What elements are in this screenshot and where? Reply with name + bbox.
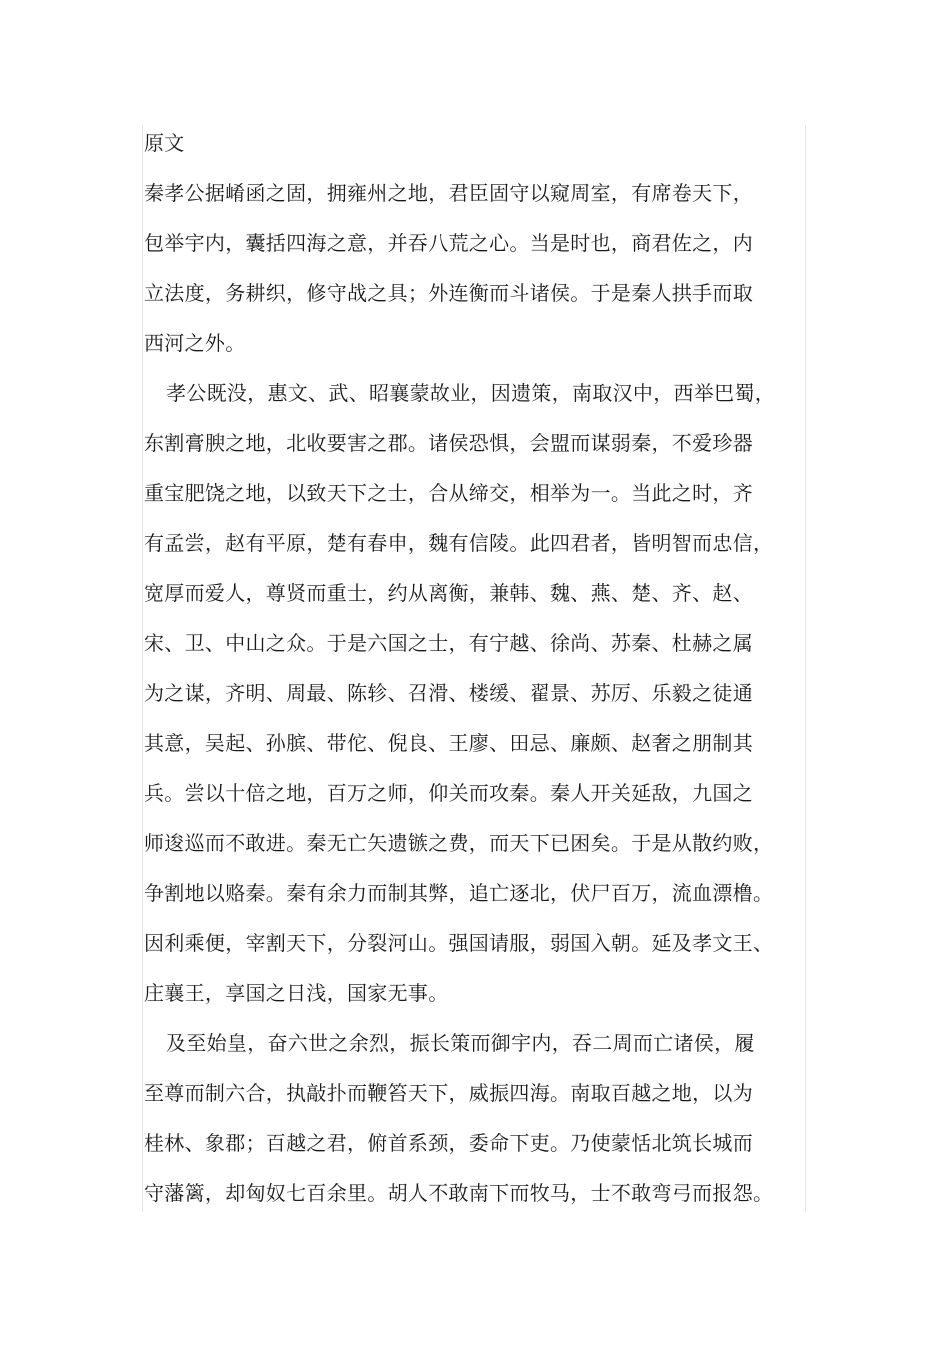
- text-line: 包举宇内，囊括四海之意，并吞八荒之心。当是时也，商君佐之，内: [144, 231, 753, 255]
- text-line: 其意，吴起、孙膑、带佗、倪良、王廖、田忌、廉颇、赵奢之朋制其: [144, 731, 753, 755]
- text-line: 为之谋，齐明、周最、陈轸、召滑、楼缓、翟景、苏厉、乐毅之徒通: [144, 681, 753, 705]
- text-line: 桂林、象郡；百越之君，俯首系颈，委命下吏。乃使蒙恬北筑长城而: [144, 1131, 753, 1155]
- text-line: 因利乘便，宰割天下，分裂河山。强国请服，弱国入朝。延及孝文王、: [144, 931, 774, 955]
- text-line: 宋、卫、中山之众。于是六国之士，有宁越、徐尚、苏秦、杜赫之属: [144, 631, 753, 655]
- text-line: 争割地以赂秦。秦有余力而制其弊，追亡逐北，伏尸百万，流血漂橹。: [144, 881, 774, 905]
- text-line: 秦孝公据崤函之固，拥雍州之地，君臣固守以窥周室，有席卷天下，: [144, 181, 753, 205]
- text-line: 师逡巡而不敢进。秦无亡矢遗镞之费，而天下已困矣。于是从散约败，: [144, 831, 774, 855]
- text-line: 及至始皇，奋六世之余烈，振长策而御宇内，吞二周而亡诸侯，履: [166, 1031, 755, 1055]
- text-line: 重宝肥饶之地，以致天下之士，合从缔交，相举为一。当此之时，齐: [144, 481, 753, 505]
- text-line: 庄襄王，享国之日浅，国家无事。: [144, 981, 449, 1005]
- text-line: 立法度，务耕织，修守战之具；外连衡而斗诸侯。于是秦人拱手而取: [144, 281, 753, 305]
- text-line: 孝公既没，惠文、武、昭襄蒙故业，因遗策，南取汉中，西举巴蜀，: [166, 381, 775, 405]
- text-line: 至尊而制六合，执敲扑而鞭笞天下，威振四海。南取百越之地，以为: [144, 1081, 753, 1105]
- text-line: 有孟尝，赵有平原，楚有春申，魏有信陵。此四君者，皆明智而忠信，: [144, 531, 774, 555]
- text-line: 东割膏腴之地，北收要害之郡。诸侯恐惧，会盟而谋弱秦，不爱珍器: [144, 431, 753, 455]
- text-line: 守藩篱，却匈奴七百余里。胡人不敢南下而牧马，士不敢弯弓而报怨。: [144, 1181, 774, 1205]
- document-heading: 原文: [144, 131, 185, 155]
- text-line: 兵。尝以十倍之地，百万之师，仰关而攻秦。秦人开关延敌，九国之: [144, 781, 753, 805]
- text-line: 西河之外。: [144, 331, 246, 355]
- text-line: 宽厚而爱人，尊贤而重士，约从离衡，兼韩、魏、燕、楚、齐、赵、: [144, 581, 753, 605]
- document-body: [144, 118, 809, 1218]
